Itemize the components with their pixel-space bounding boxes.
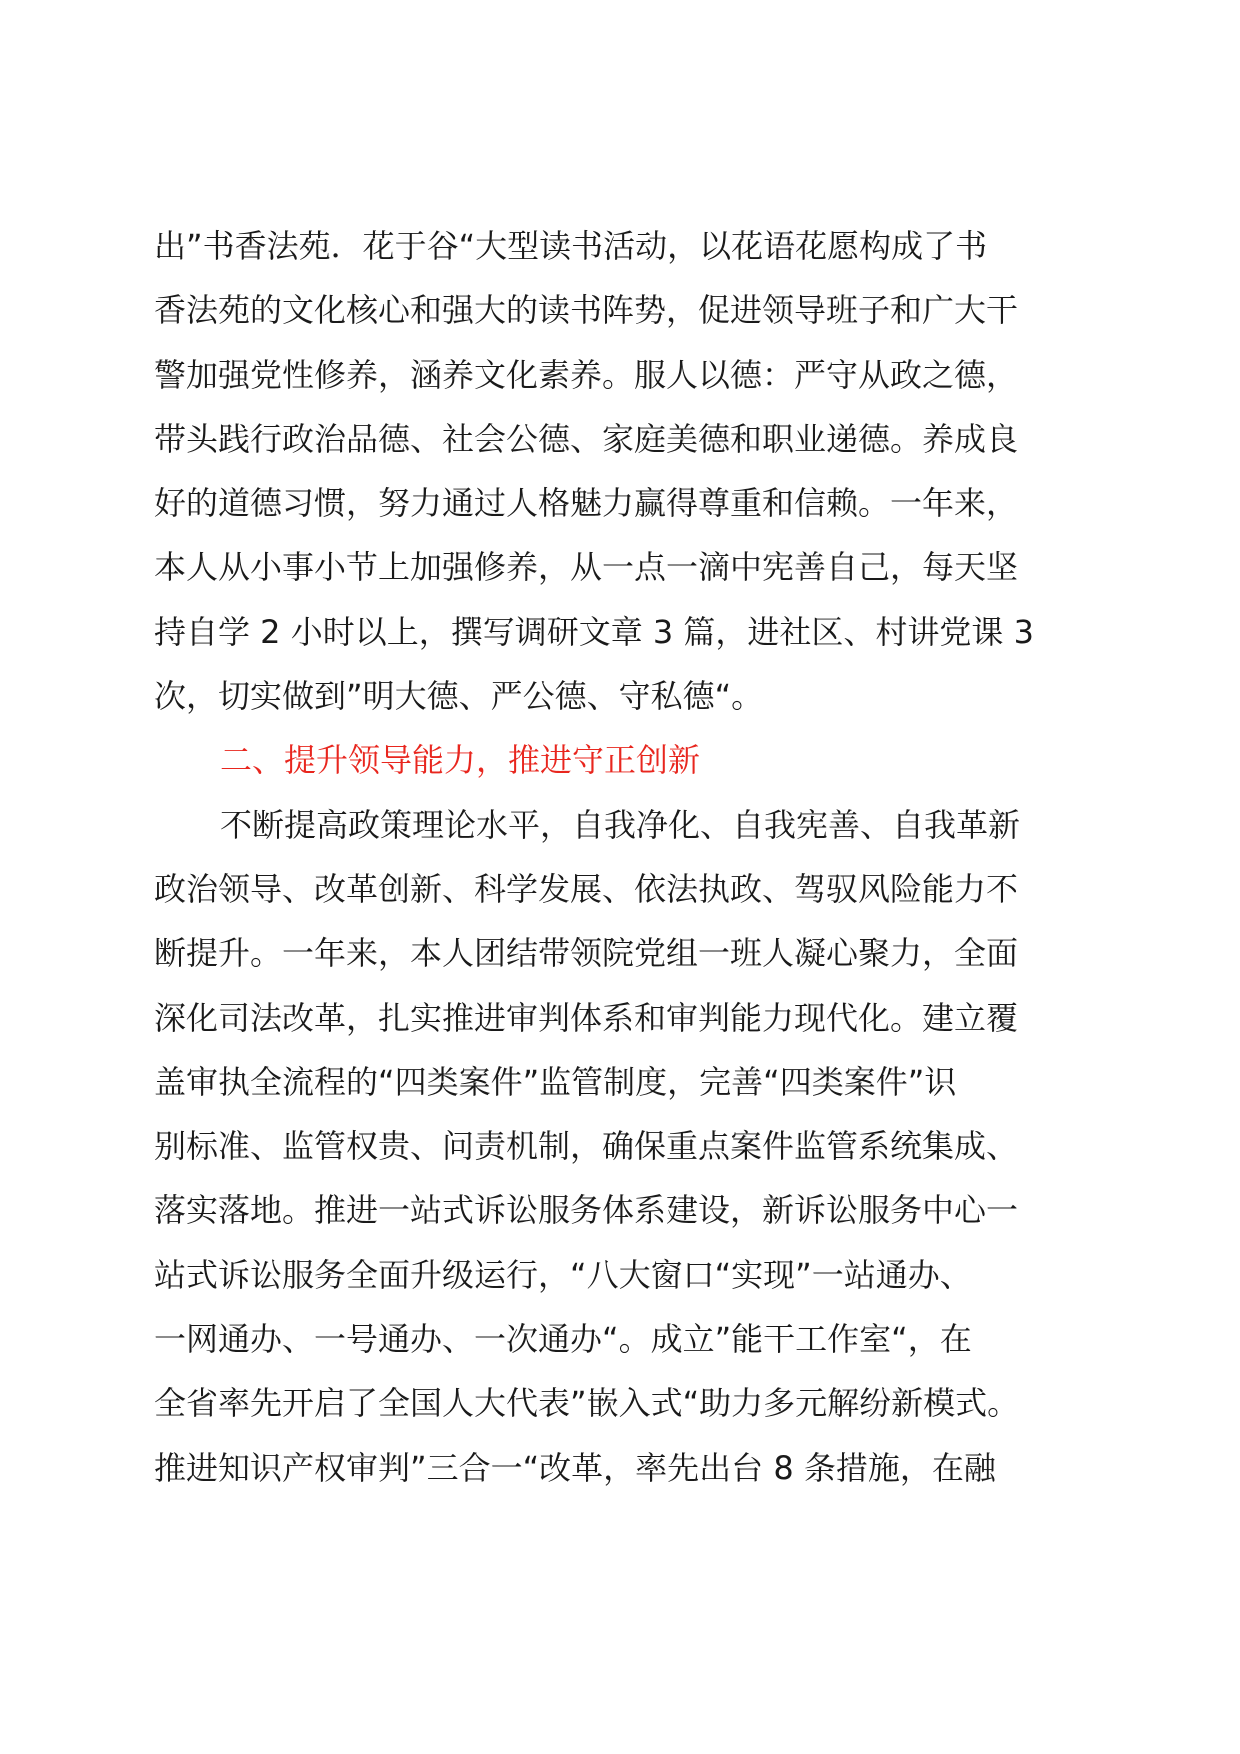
paragraph-line: 好的道德习惯，努力通过人格魅力赢得尊重和信赖。一年来， bbox=[154, 484, 1019, 523]
section-paragraph-line: 一网通办、一号通办、一次通办“。成立”能干工作室“，在 bbox=[154, 1320, 972, 1359]
paragraph-line: 本人从小事小节上加强修养，从一点一滴中宪善自己，每天坚 bbox=[154, 548, 1019, 587]
paragraph-line: 出”书香法苑．花于谷“大型读书活动，以花语花愿构成了书 bbox=[154, 227, 988, 265]
section-paragraph-line: 别标准、监管权贵、问责机制，确保重点案件监管系统集成、 bbox=[154, 1127, 1019, 1166]
document-body bbox=[154, 214, 1094, 1500]
section-paragraph-line: 盖审执全流程的“四类案件”监管制度，完善“四类案件”识 bbox=[154, 1062, 957, 1101]
paragraph-line: 警加强党性修养，涵养文化素养。服人以德：严守从政之德， bbox=[154, 355, 1019, 394]
section-paragraph-line: 深化司法改革，扎实推进审判体系和审判能力现代化。建立覆 bbox=[154, 998, 1019, 1037]
section-paragraph-line: 政治领导、改革创新、科学发展、依法执政、驾驭风险能力不 bbox=[154, 869, 1019, 908]
section-paragraph-line: 站式诉讼服务全面升级运行，“八大窗口“实现”一站通办、 bbox=[154, 1255, 972, 1294]
section-paragraph-line: 断提升。一年来，本人团结带领院党组一班人凝心聚力，全面 bbox=[154, 934, 1019, 973]
section-paragraph-line: 推进知识产权审判”三合一“改革，率先出台 8 条措施，在融 bbox=[154, 1448, 996, 1487]
section-paragraph-line: 全省率先开启了全国人大代表”嵌入式“助力多元解纷新模式。 bbox=[154, 1384, 1020, 1423]
paragraph-line: 带头践行政治品德、社会公德、家庭美德和职业递德。养成良 bbox=[154, 419, 1019, 458]
paragraph-line: 香法苑的文化核心和强大的读书阵势，促进领导班子和广大干 bbox=[154, 291, 1019, 330]
section-heading: 二、提升领导能力，推进守正创新 bbox=[220, 741, 701, 780]
paragraph-line: 次，切实做到”明大德、严公德、守私德“。 bbox=[154, 677, 764, 716]
section-paragraph-line: 落实落地。推进一站式诉讼服务体系建设，新诉讼服务中心一 bbox=[154, 1191, 1019, 1230]
section-paragraph-line: 不断提高政策理论水平，自我净化、自我宪善、自我革新 bbox=[220, 805, 1021, 844]
paragraph-line: 持自学 2 小时以上，撰写调研文章 3 篇，进社区、村讲党课 3 bbox=[154, 612, 1034, 651]
